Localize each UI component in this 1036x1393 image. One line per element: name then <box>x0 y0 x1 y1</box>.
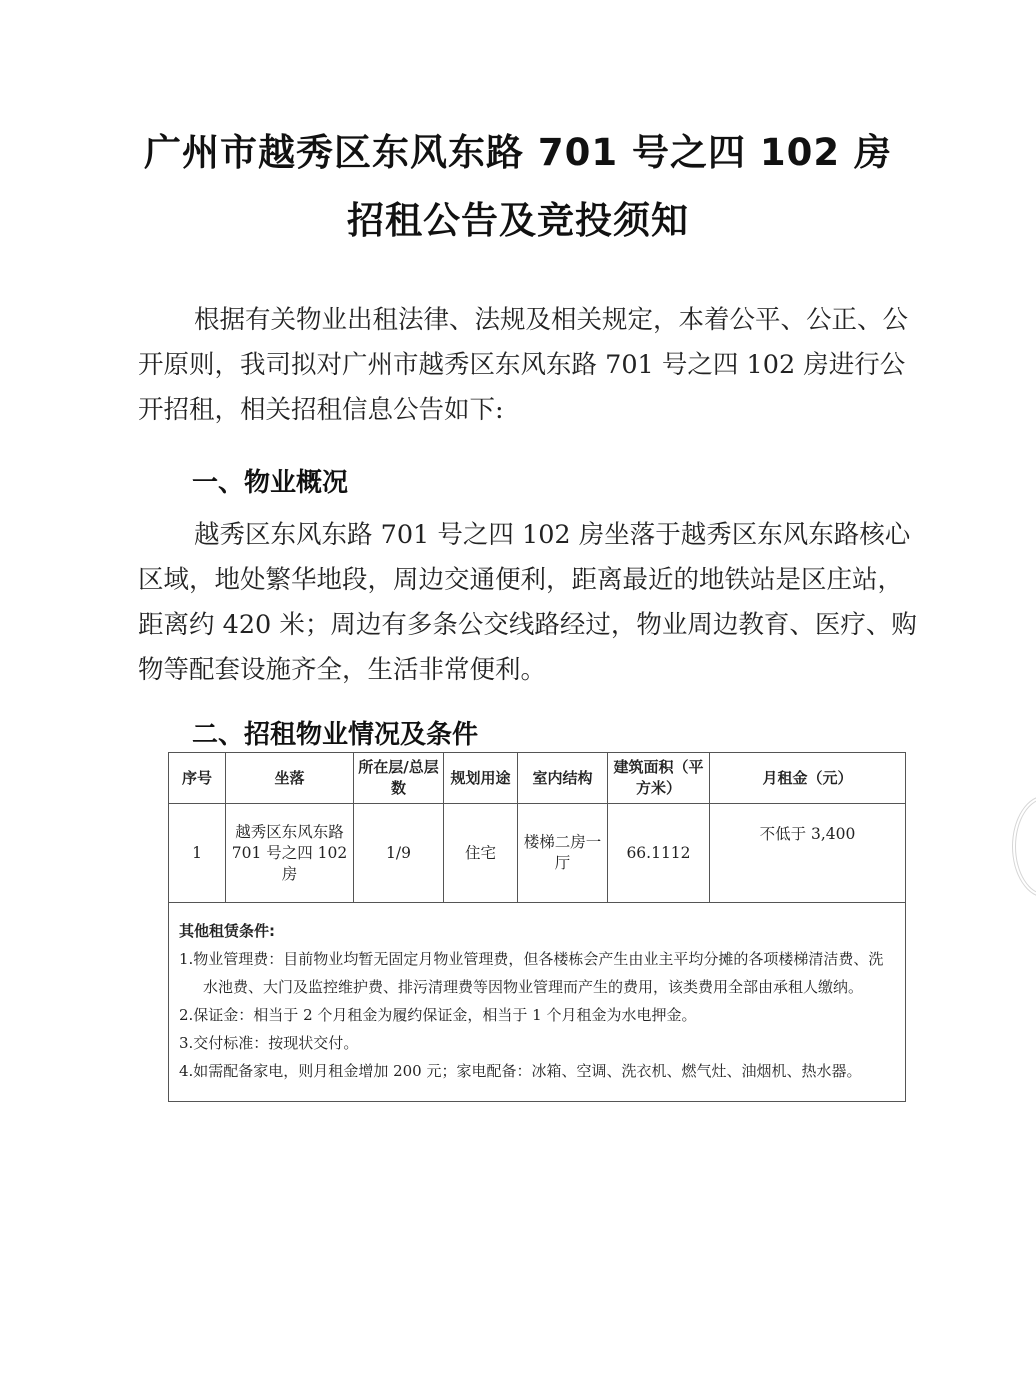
table-header-row <box>169 753 906 804</box>
cell-rent: 不低于 3,400 <box>710 804 906 903</box>
intro-paragraph: 根据有关物业出租法律、法规及相关规定，本着公平、公正、公开原则，我司拟对广州市越秀区东风东路 701 号之四 102 房进行公开招租，相关招租信息公告如下: <box>138 305 909 425</box>
cell-structure: 楼梯二房一厅 <box>518 804 608 903</box>
cell-use: 住宅 <box>444 804 518 903</box>
table-row <box>169 804 906 903</box>
notes-title: 其他租赁条件: <box>179 922 275 940</box>
section2-heading: 二、招租物业情况及条件 <box>192 720 479 750</box>
notes-row <box>169 903 906 1102</box>
cell-location: 越秀区东风东路 701 号之四 102 房 <box>226 804 354 903</box>
cell-area: 66.1112 <box>608 804 710 903</box>
header-structure: 室内结构 <box>518 753 608 804</box>
page-title-line1: 广州市越秀区东风东路 701 号之四 102 房 <box>144 131 892 174</box>
header-location: 坐落 <box>226 753 354 804</box>
header-index: 序号 <box>169 753 226 804</box>
note-item: 3.交付标准：按现状交付。 <box>179 1034 359 1052</box>
note-item: 1.物业管理费：目前物业均暂无固定月物业管理费，但各楼栋会产生由业主平均分摊的各项楼梯清洁费、洗水池费、大门及监控维护费、排污清理费等因物业管理而产生的费用，该类费用全部由承租人缴纳。 <box>179 950 884 996</box>
header-use: 规划用途 <box>444 753 518 804</box>
notes-cell <box>169 903 906 1102</box>
section1-body: 越秀区东风东路 701 号之四 102 房坐落于越秀区东风东路核心区域，地处繁华地段，周边交通便利，距离最近的地铁站是区庄站，距离约 420 米；周边有多条公交线路经过，物业周边教育、医疗、购物等配套设施齐全，生活非常便利。 <box>138 520 917 685</box>
rental-table <box>168 752 906 1102</box>
page-title-line2: 招租公告及竞投须知 <box>347 199 689 242</box>
cell-floor: 1/9 <box>354 804 444 903</box>
section1-heading: 一、物业概况 <box>192 468 349 498</box>
header-area: 建筑面积（平方米） <box>608 753 710 804</box>
note-item: 4.如需配备家电，则月租金增加 200 元；家电配备：冰箱、空调、洗衣机、燃气灶、油烟机、热水器。 <box>179 1062 862 1080</box>
cell-index: 1 <box>169 804 226 903</box>
header-floor: 所在层/总层数 <box>354 753 444 804</box>
header-rent: 月租金（元） <box>710 753 906 804</box>
seal-stamp-edge <box>1012 795 1036 898</box>
note-item: 2.保证金：相当于 2 个月租金为履约保证金，相当于 1 个月租金为水电押金。 <box>179 1006 697 1024</box>
